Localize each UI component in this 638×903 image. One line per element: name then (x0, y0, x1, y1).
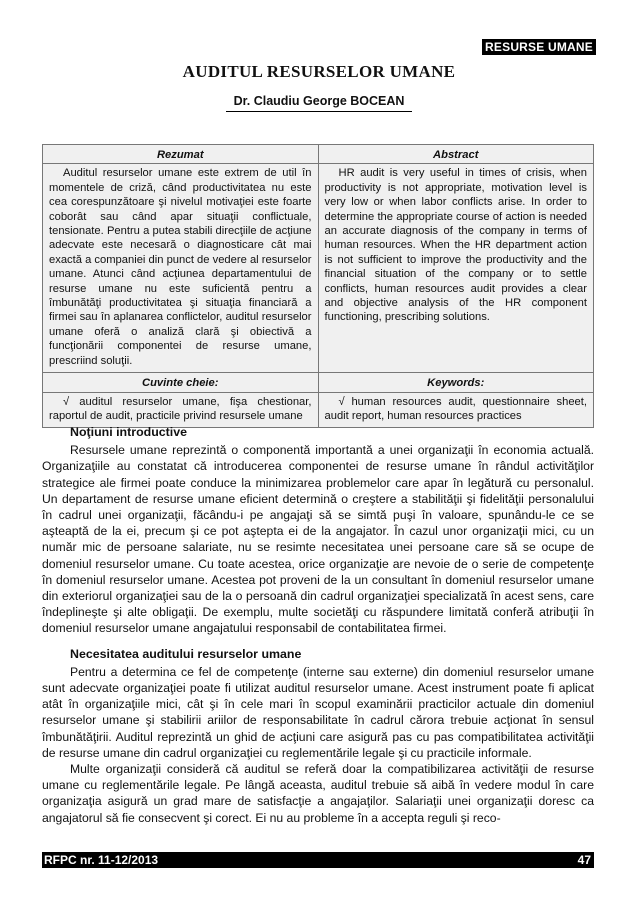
rezumat-text: Auditul resurselor umane este extrem de util în momentele de criză, când productivitatea nu este cea corespunzătoare şi nivelul motivaţiei este foarte coborât sau când apar situaţii conflictuale, tensionate. Pentru a putea stabili direcţiile de acţiune adecvate este necesară o diagnosticare cât mai exactă a companiei din punct de vedere al resurselor umane. Atunci când acţiunea departamentului de resurse umane nu este suficientă pentru a îmbunătăţi productivitatea şi situaţia financiară a firmei sau în aplanarea conflictelor, auditul resurselor umane oferă o analiză clară şi obiectivă a funcţionării componentei de resurse umane, prescriind soluţii. (49, 167, 312, 367)
keywords-heading: Keywords: (318, 373, 594, 392)
abstract-heading: Abstract (318, 145, 594, 164)
abstract-cell (318, 164, 594, 373)
paragraph: Resursele umane reprezintă o componentă importantă a unei organizaţii în economia actuală. Organizaţiile au constatat că introducerea componentei de resurse umane în rândul activităţilor strategice ale firmei poate conduce la minimizarea problemelor care apar în legătură cu personalul. Un departament de resurse umane eficient determină o creştere a stabilităţii şi fidelităţii personalului în cadrul unei organizaţii, făcându-i pe angajaţi să se simtă puşi în valoare, spunându-le ce se aşteaptă de la ei, precum şi ce pot aştepta ei de la angajator. În cazul unor organizaţii mici, cu un număr mic de persoane salariate, nu se resimte necesitatea unei persoane care să se ocupe de domeniul resurselor umane. Cu toate acestea, orice organizaţie are nevoie de o serie de competenţe în domeniul resurselor umane. Acestea pot proveni de la un consultant în domeniul resurselor umane din exteriorul organizaţiei sau de la o persoană din cadrul organizaţiei specializată în acest sens, care îndeplineşte şi alte obligaţii. De exemplu, multe societăţi cu răspundere limitată conferă atribuţii în domeniul resurselor umane angajatului responsabil de contabilitatea firmei. (42, 443, 594, 636)
keywords-cell (318, 392, 594, 428)
page-number: 47 (577, 853, 591, 867)
paragraph: Multe organizaţii consideră că auditul se referă doar la compatibilizarea activităţii de resurse umane cu reglementările legale. Pe lângă aceasta, auditul trebuie să aibă în vedere modul în care organizaţia asigură un grad mare de satisfacţie a angajaţilor. Salariaţii unei organizaţii doresc ca angajatorul să fie consecvent şi corect. Ei nu au probleme în a accepta reguli şi reco- (42, 762, 594, 825)
journal-issue: RFPC nr. 11-12/2013 (44, 853, 159, 867)
article-title: AUDITUL RESURSELOR UMANE (182, 62, 456, 81)
section-heading-introduction: Noţiuni introductive (70, 425, 188, 439)
page-footer (42, 852, 594, 868)
keywords-text: √ human resources audit, questionnaire sheet, audit report, human resources practices (324, 395, 587, 422)
rezumat-heading: Rezumat (43, 145, 319, 164)
paragraph: Pentru a determina ce fel de competenţe (interne sau externe) din domeniul resurselor umane sunt adecvate organizaţiei poate fi utilizat auditul resurselor umane. Acest instrument poate fi aplicat atât în organizaţiile mici, cât şi în cele mari în scopul examinării practicilor actuale din domeniul resurselor umane şi stabilirii ariilor de responsabilitate în cadrul cărora trebuie acţionat în sensul îmbunătăţirii. Auditul reprezintă un ghid de acţiuni care asigură pas cu pas compatibilitatea activităţii de resurse umane din cadrul organizaţiei cu reglementările legale şi cu practicile informale. (42, 664, 594, 760)
section-tag: RESURSE UMANE (482, 39, 596, 55)
cuvinte-cheie-cell (43, 392, 319, 428)
section-heading-audit-necessity: Necesitatea auditului resurselor umane (70, 646, 302, 661)
cuvinte-cheie-heading: Cuvinte cheie: (43, 373, 319, 392)
abstract-text: HR audit is very useful in times of crisis, when productivity is not appropriate, motivation level is very low or when labor conflicts arise. In order to determine the appropriate course of action is needed an accurate diagnosis of the company in terms of human resources. When the HR department action is not sufficient to improve the productivity and the financial situation of the company or to settle conflicts, human resources audit provides a clear and objective analysis of the HR component functioning, prescribing solutions. (324, 167, 587, 324)
summary-table (42, 144, 594, 428)
cuvinte-cheie-text: √ auditul resurselor umane, fişa chestionar, raportul de audit, practicile privind resursele umane (49, 395, 312, 422)
article-body (42, 424, 594, 826)
article-author: Dr. Claudiu George BOCEAN (226, 94, 412, 112)
rezumat-cell (43, 164, 319, 373)
